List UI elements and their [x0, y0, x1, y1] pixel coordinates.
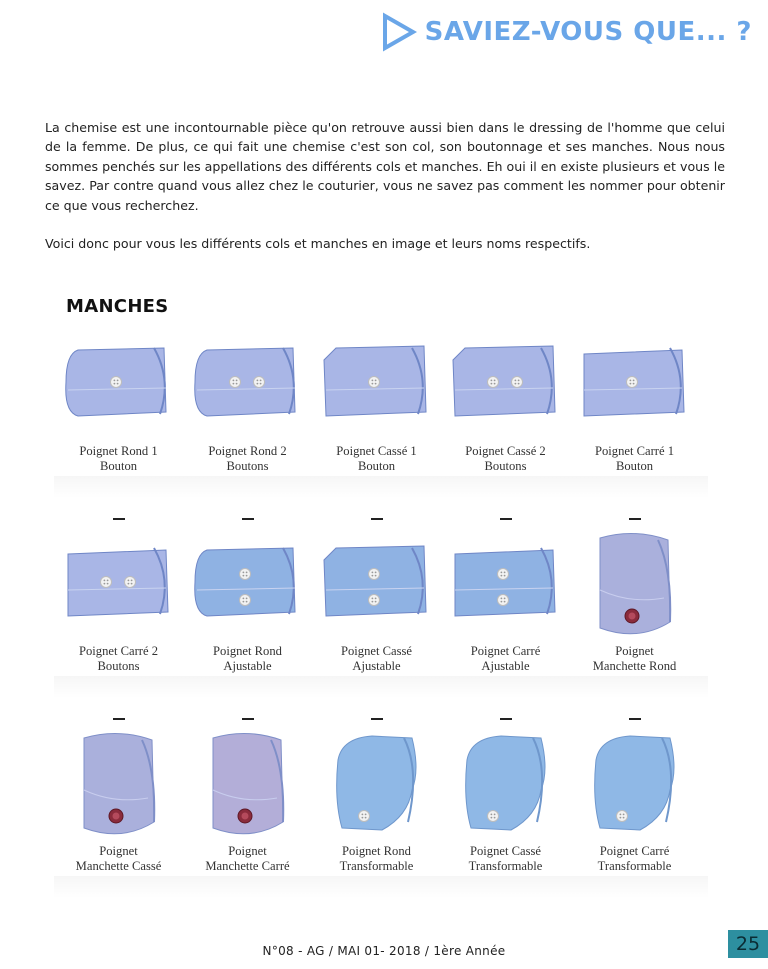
- cuff-row: [48, 730, 708, 930]
- button-icon: [125, 577, 136, 588]
- cuff-item: [441, 330, 570, 474]
- cuff-item: [54, 730, 183, 874]
- cuff-illustration-icon: [441, 530, 570, 638]
- cuff-caption-line-2: Boutons: [226, 459, 269, 473]
- cuff-caption: [54, 444, 183, 474]
- footer-issue-info: N°08 - AG / MAI 01- 2018 / 1ère Année: [262, 944, 506, 958]
- cuff-illustration-icon: [183, 730, 312, 838]
- button-icon: [488, 377, 499, 388]
- cuff-caption-line-1: Poignet Carré 2: [78, 644, 159, 658]
- button-icon: [359, 811, 370, 822]
- button-icon: [254, 377, 265, 388]
- button-icon: [627, 377, 638, 388]
- row-shadow-band: [54, 676, 708, 698]
- cuff-caption: [183, 644, 312, 674]
- separator-dash: [242, 518, 254, 520]
- cuff-caption-line-2: Ajustable: [352, 659, 401, 673]
- cuff-grid: [48, 330, 708, 930]
- cufflink-icon: [625, 609, 639, 623]
- row-shadow-band: [54, 476, 708, 498]
- intro-paragraph-2: Voici donc pour vous les différents cols et manches en image et leurs noms respectifs.: [45, 236, 591, 252]
- cuff-item: [183, 330, 312, 474]
- cuff-caption: [441, 844, 570, 874]
- page-header: [381, 12, 752, 52]
- cuff-illustration-icon: [183, 330, 312, 438]
- cuff-row: [48, 330, 708, 530]
- cuff-caption-line-2: Boutons: [484, 459, 527, 473]
- cuff-illustration-icon: [441, 330, 570, 438]
- cuff-item: [570, 730, 699, 874]
- cuff-illustration-icon: [54, 330, 183, 438]
- cuff-item: [183, 530, 312, 674]
- separator-dash: [371, 718, 383, 720]
- intro-paragraph-1: La chemise est une incontournable pièce qu'on retrouve aussi bien dans le dressing de l'homme que celui de la femme. De plus, ce qui fait une chemise c'est son col, son boutonnage et ses manches. Nous nous sommes penchés sur les appellations des différents cols et manches. Eh oui il en existe plusieurs et vous le savez. Par contre quand vous allez chez le couturier, vous ne savez pas comment les nommer pour obtenir ce que vous recherchez.: [45, 120, 725, 213]
- separator-dash: [371, 518, 383, 520]
- cuff-caption-line-2: Transformable: [339, 859, 414, 873]
- cuff-item: [441, 730, 570, 874]
- cuff-caption-line-1: Poignet: [99, 844, 138, 858]
- cuff-illustration-icon: [54, 530, 183, 638]
- cuff-caption: [312, 844, 441, 874]
- cuff-caption: [441, 444, 570, 474]
- cuff-item: [312, 530, 441, 674]
- cuff-caption-line-2: Manchette Cassé: [75, 859, 162, 873]
- cuff-item: [183, 730, 312, 874]
- cuff-caption-line-1: Poignet Rond: [213, 644, 282, 658]
- cuff-caption: [570, 844, 699, 874]
- cuff-caption-line-2: Ajustable: [223, 659, 272, 673]
- button-icon: [498, 595, 509, 606]
- separator-dash: [113, 718, 125, 720]
- cuff-illustration-icon: [570, 330, 699, 438]
- button-icon: [512, 377, 523, 388]
- manches-title: MANCHES: [66, 296, 169, 317]
- button-icon: [369, 377, 380, 388]
- cuff-illustration-icon: [312, 330, 441, 438]
- cuff-caption-line-1: Poignet Cassé: [469, 844, 541, 858]
- button-icon: [240, 569, 251, 580]
- cuff-caption-line-2: Manchette Rond: [592, 659, 677, 673]
- intro-text: [45, 118, 725, 253]
- separator-dash: [500, 518, 512, 520]
- cuff-row: [48, 530, 708, 730]
- cuff-caption-line-2: Bouton: [99, 459, 138, 473]
- cuff-caption-line-2: Boutons: [97, 659, 140, 673]
- row-shadow-band: [54, 876, 708, 898]
- separator-dash: [629, 518, 641, 520]
- button-icon: [617, 811, 628, 822]
- cuff-item: [570, 530, 699, 674]
- cuff-caption-line-1: Poignet: [228, 844, 267, 858]
- cuff-item: [54, 530, 183, 674]
- cuff-caption: [570, 644, 699, 674]
- cuff-caption-line-2: Ajustable: [481, 659, 530, 673]
- cuff-caption-line-1: Poignet Carré: [599, 844, 670, 858]
- cufflink-icon: [238, 809, 252, 823]
- separator-dash: [242, 718, 254, 720]
- cuff-caption-line-1: Poignet Cassé 1: [336, 444, 417, 458]
- button-icon: [111, 377, 122, 388]
- cuff-caption-line-1: Poignet Cassé 2: [465, 444, 546, 458]
- cuff-illustration-icon: [570, 530, 699, 638]
- button-icon: [498, 569, 509, 580]
- separator-dash: [500, 718, 512, 720]
- play-triangle-icon: [381, 12, 417, 52]
- button-icon: [369, 595, 380, 606]
- cuff-caption-line-1: Poignet: [615, 644, 654, 658]
- cuff-caption: [312, 444, 441, 474]
- cuff-illustration-icon: [312, 530, 441, 638]
- cuff-caption-line-1: Poignet Rond 2: [208, 444, 287, 458]
- cuff-caption: [54, 844, 183, 874]
- cuff-caption-line-2: Bouton: [357, 459, 396, 473]
- cuff-caption-line-2: Transformable: [468, 859, 543, 873]
- cuff-illustration-icon: [183, 530, 312, 638]
- cuff-caption-line-1: Poignet Rond: [342, 844, 411, 858]
- cuff-caption: [570, 444, 699, 474]
- cuff-caption: [183, 844, 312, 874]
- cuff-caption-line-2: Manchette Carré: [205, 859, 290, 873]
- cuff-caption-line-1: Poignet Rond 1: [79, 444, 158, 458]
- cuff-item: [54, 330, 183, 474]
- cuff-item: [312, 330, 441, 474]
- cuff-caption-line-1: Poignet Carré 1: [594, 444, 675, 458]
- separator-dash: [113, 518, 125, 520]
- cuff-item: [441, 530, 570, 674]
- cuff-caption: [441, 644, 570, 674]
- button-icon: [369, 569, 380, 580]
- cuff-illustration-icon: [312, 730, 441, 838]
- cuff-caption: [312, 644, 441, 674]
- cuff-caption-line-2: Transformable: [597, 859, 672, 873]
- cuff-item: [312, 730, 441, 874]
- button-icon: [488, 811, 499, 822]
- page-number: 25: [728, 930, 768, 958]
- cuff-caption-line-1: Poignet Cassé: [340, 644, 412, 658]
- button-icon: [101, 577, 112, 588]
- cuff-illustration-icon: [54, 730, 183, 838]
- cuff-caption: [54, 644, 183, 674]
- cuff-illustration-icon: [441, 730, 570, 838]
- cuff-illustration-icon: [570, 730, 699, 838]
- cuff-caption-line-1: Poignet Carré: [470, 644, 541, 658]
- section-header-title: SAVIEZ-VOUS QUE... ?: [424, 17, 752, 47]
- button-icon: [240, 595, 251, 606]
- cufflink-icon: [109, 809, 123, 823]
- cuff-caption: [183, 444, 312, 474]
- button-icon: [230, 377, 241, 388]
- cuff-caption-line-2: Bouton: [615, 459, 654, 473]
- separator-dash: [629, 718, 641, 720]
- cuff-item: [570, 330, 699, 474]
